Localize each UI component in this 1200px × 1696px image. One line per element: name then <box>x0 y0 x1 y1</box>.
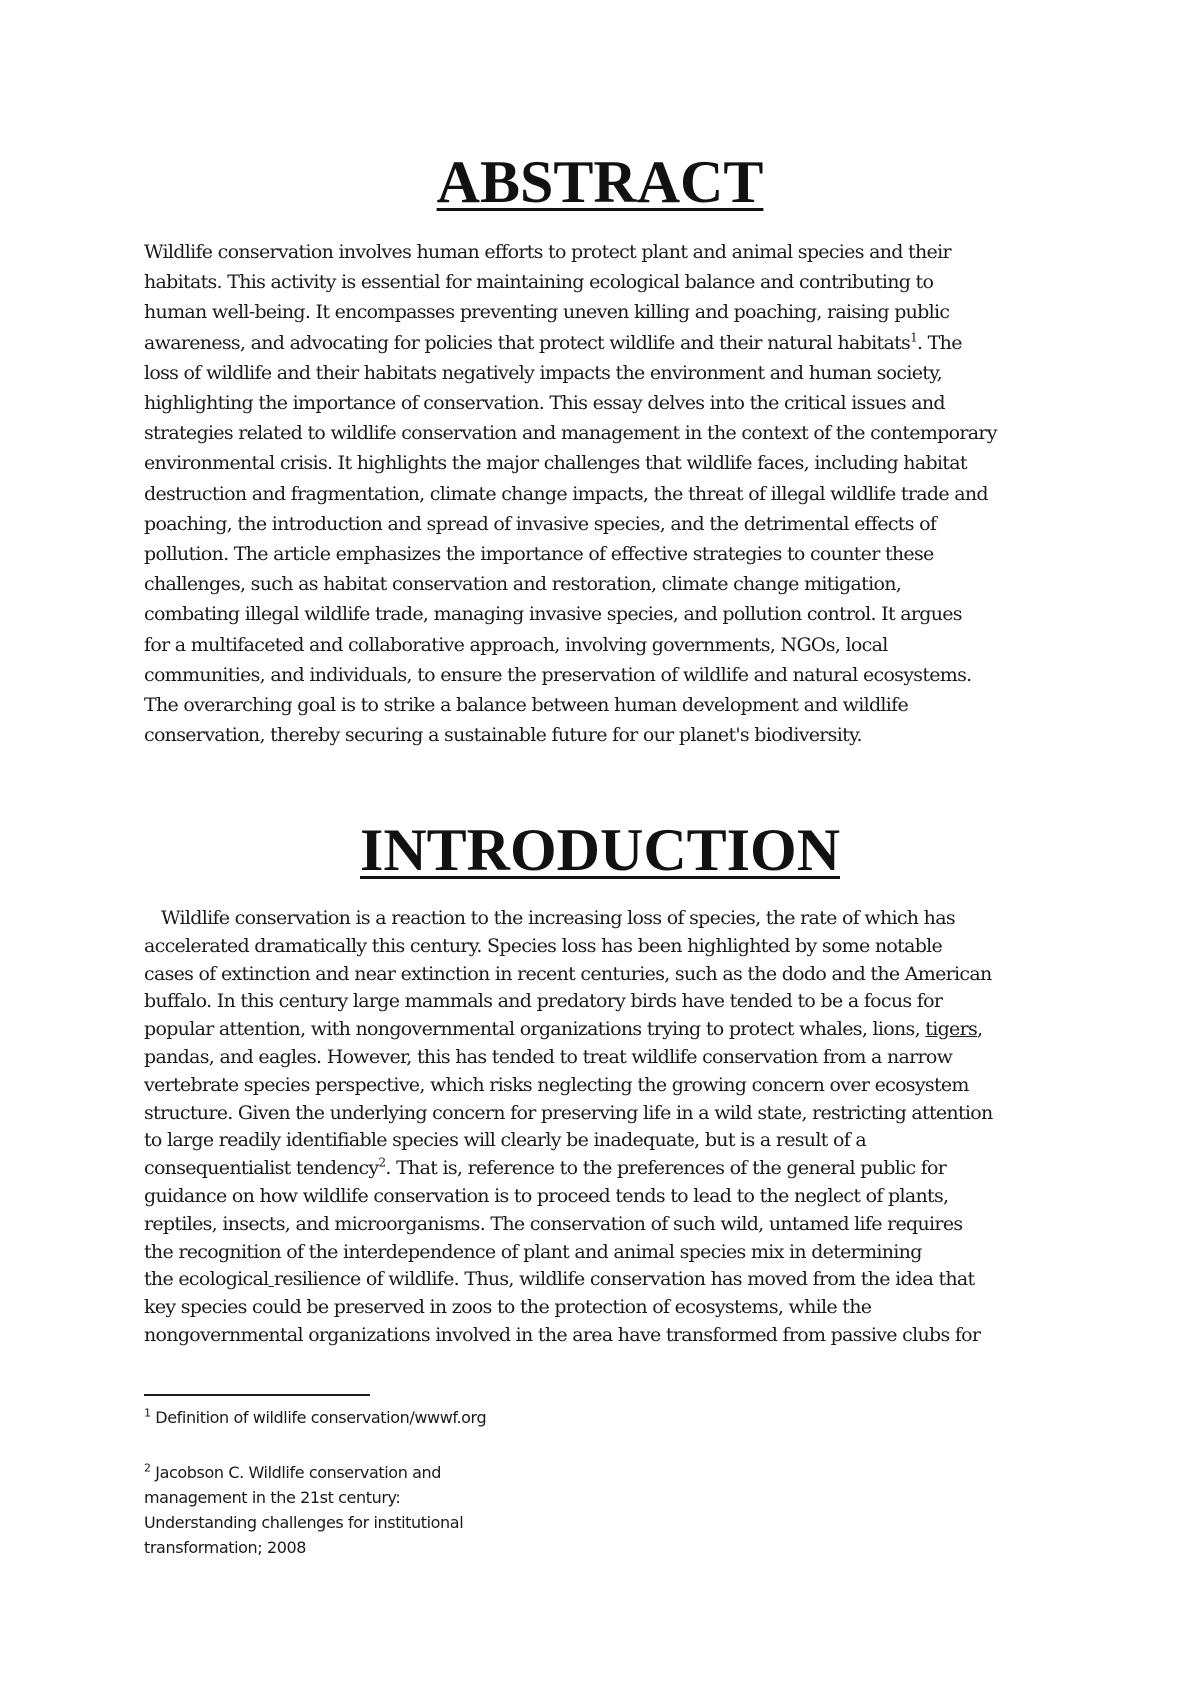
introduction-line-text: popular attention, with nongovernmental organizations trying to protect whales, lions, <box>144 1018 926 1041</box>
tigers-link[interactable]: tigers <box>925 1018 978 1041</box>
introduction-heading <box>0 815 1200 885</box>
footnote-text: Definition of wildlife conservation/wwwf.org <box>150 1408 487 1427</box>
abstract-line: pollution. The article emphasizes the importance of effective strategies to counter these <box>144 543 934 566</box>
abstract-line <box>144 328 1064 358</box>
abstract-line: Wildlife conservation involves human efforts to protect plant and animal species and their <box>144 241 951 263</box>
abstract-line: environmental crisis. It highlights the major challenges that wildlife faces, including habitat <box>144 452 967 475</box>
abstract-paragraph <box>144 237 1064 750</box>
introduction-line: buffalo. In this century large mammals and predatory birds have tended to be a focus for <box>144 990 943 1013</box>
introduction-line: reptiles, insects, and microorganisms. The conservation of such wild, untamed life requires <box>144 1212 963 1235</box>
introduction-line <box>144 1266 1064 1294</box>
footnote-ref-2[interactable]: 2 <box>378 1155 386 1170</box>
introduction-line: to large readily identifiable species will clearly be inadequate, but is a result of a <box>144 1129 867 1152</box>
footnote-text: Jacobson C. Wildlife conservation and <box>150 1463 442 1482</box>
footnote-separator <box>144 1394 370 1396</box>
abstract-line: habitats. This activity is essential for maintaining ecological balance and contributing to <box>144 271 934 294</box>
abstract-line: combating illegal wildlife trade, managing invasive species, and pollution control. It argues <box>144 603 962 626</box>
introduction-line-tail: , <box>977 1018 983 1041</box>
footnote-line: management in the 21st century: <box>144 1488 401 1507</box>
abstract-line-text: awareness, and advocating for policies that protect wildlife and their natural habitats <box>144 331 911 354</box>
abstract-line: poaching, the introduction and spread of invasive species, and the detrimental effects of <box>144 512 937 535</box>
footnote-line <box>144 1405 564 1430</box>
introduction-line-tail: . That is, reference to the preferences of the general public for <box>385 1157 947 1180</box>
abstract-line: communities, and individuals, to ensure the preservation of wildlife and natural ecosystems. <box>144 663 972 686</box>
introduction-line: vertebrate species perspective, which risks neglecting the growing concern over ecosystem <box>144 1073 969 1096</box>
abstract-line: loss of wildlife and their habitats negatively impacts the environment and human society, <box>144 361 943 384</box>
introduction-line-text: consequentialist tendency <box>144 1157 379 1180</box>
abstract-line: human well-being. It encompasses preventing uneven killing and poaching, raising public <box>144 301 950 324</box>
abstract-line: destruction and fragmentation, climate change impacts, the threat of illegal wildlife trade and <box>144 482 988 505</box>
introduction-line: nongovernmental organizations involved in the area have transformed from passive clubs for <box>144 1323 981 1346</box>
introduction-line: structure. Given the underlying concern for preserving life in a wild state, restricting attention <box>144 1101 993 1124</box>
introduction-paragraph <box>144 905 1064 1350</box>
introduction-line-tail: resilience of wildlife. Thus, wildlife conservation has moved from the idea that <box>273 1268 975 1291</box>
introduction-line: Wildlife conservation is a reaction to the increasing loss of species, the rate of which has <box>161 907 955 929</box>
introduction-line: pandas, and eagles. However, this has tended to treat wildlife conservation from a narrow <box>144 1045 953 1068</box>
abstract-heading-text: ABSTRACT <box>436 149 764 215</box>
footnote-1 <box>144 1405 564 1430</box>
abstract-line: highlighting the importance of conservation. This essay delves into the critical issues and <box>144 392 945 415</box>
footnote-line <box>144 1460 564 1485</box>
abstract-line-tail: . The <box>917 331 962 354</box>
footnote-ref-1[interactable]: 1 <box>910 330 917 345</box>
introduction-line <box>144 1016 1064 1044</box>
abstract-line: for a multifaceted and collaborative approach, involving governments, NGOs, local <box>144 633 888 656</box>
abstract-line: The overarching goal is to strike a balance between human development and wildlife <box>144 694 909 717</box>
footnote-marker-1: 1 <box>144 1406 151 1420</box>
footnote-line: transformation; 2008 <box>144 1538 307 1557</box>
footnote-marker-2: 2 <box>144 1461 151 1475</box>
introduction-heading-text: INTRODUCTION <box>359 817 841 883</box>
footnote-line: Understanding challenges for institutional <box>144 1513 464 1532</box>
introduction-line: cases of extinction and near extinction in recent centuries, such as the dodo and the American <box>144 962 992 985</box>
footnote-2 <box>144 1460 564 1560</box>
introduction-line <box>144 1155 1064 1183</box>
introduction-line: the recognition of the interdependence of plant and animal species mix in determining <box>144 1240 922 1263</box>
introduction-line: guidance on how wildlife conservation is to proceed tends to lead to the neglect of plants, <box>144 1184 949 1207</box>
introduction-line-text: the ecological <box>144 1268 269 1291</box>
abstract-line: challenges, such as habitat conservation and restoration, climate change mitigation, <box>144 573 902 596</box>
introduction-line: accelerated dramatically this century. Species loss has been highlighted by some notable <box>144 934 943 957</box>
abstract-line: strategies related to wildlife conservation and management in the context of the contemporary <box>144 422 997 445</box>
abstract-line: conservation, thereby securing a sustainable future for our planet's biodiversity. <box>144 724 862 747</box>
abstract-heading <box>0 147 1200 217</box>
introduction-line: key species could be preserved in zoos to the protection of ecosystems, while the <box>144 1296 872 1319</box>
